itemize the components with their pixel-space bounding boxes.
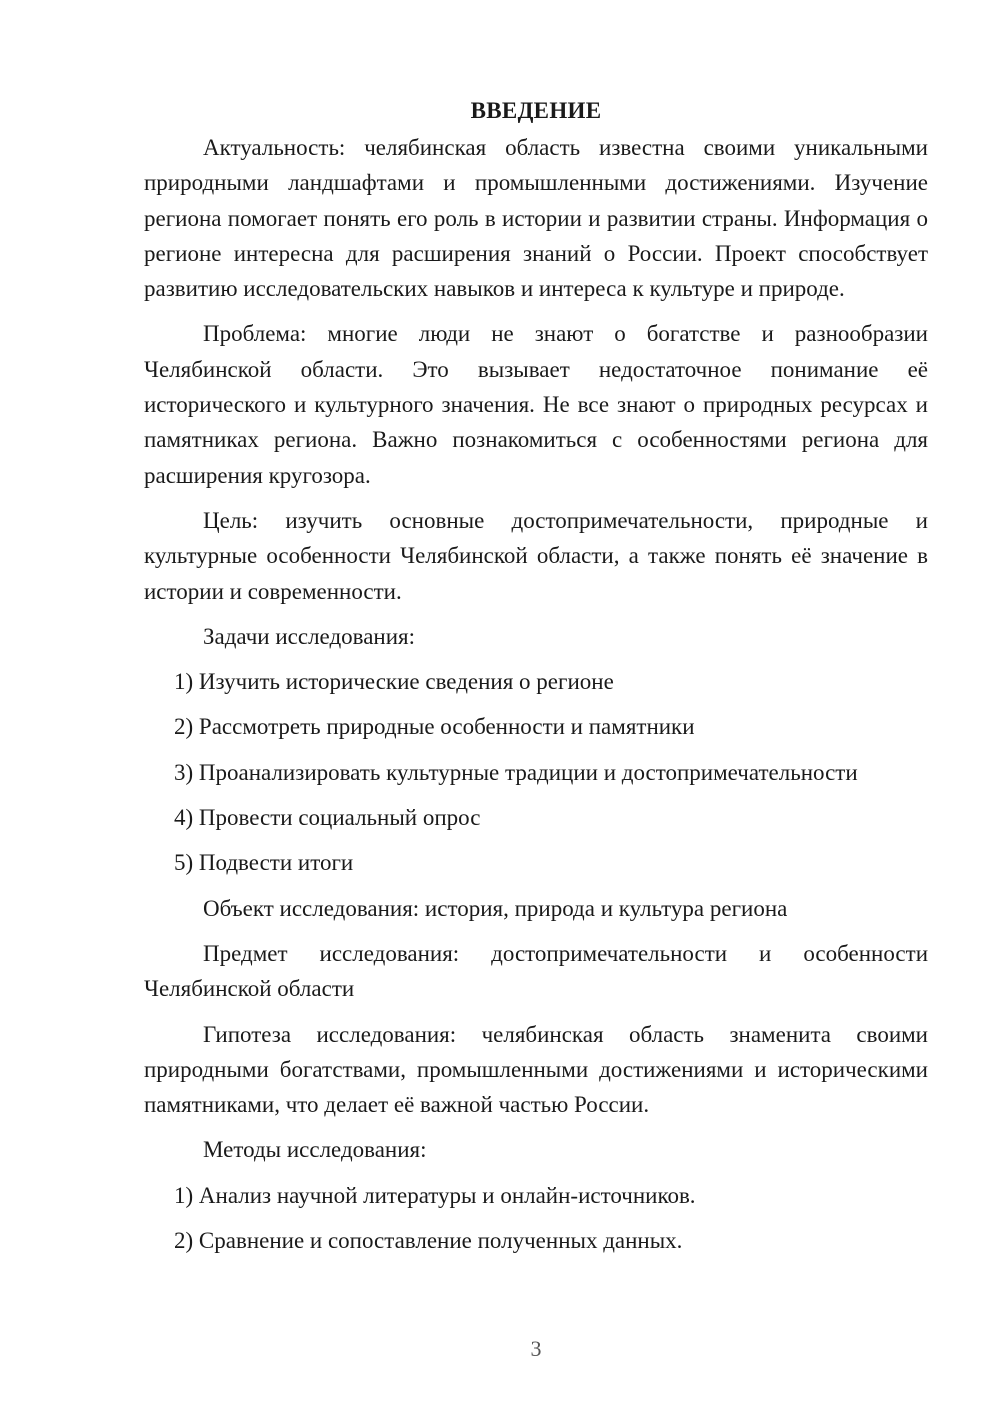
section-heading: ВВЕДЕНИЕ [470, 98, 602, 123]
hypothesis-paragraph: Гипотеза исследования: челябинская область знаменита своими природными богатствами, промышленными достижениями и историческими памятниками, что делает её важной частью России. [144, 1021, 928, 1118]
task-item: 3) Проанализировать культурные традиции и достопримечательности [174, 759, 858, 785]
goal-paragraph: Цель: изучить основные достопримечательности, природные и культурные особенности Челябинской области, а также понять её значение в истории и современности. [144, 507, 928, 604]
object-paragraph: Объект исследования: история, природа и культура региона [203, 895, 788, 921]
page-content [144, 93, 928, 1268]
task-item: 2) Рассмотреть природные особенности и памятники [174, 714, 695, 740]
tasks-label: Задачи исследования: [203, 623, 416, 649]
task-item: 4) Провести социальный опрос [174, 805, 481, 831]
task-item: 5) Подвести итоги [174, 850, 354, 876]
problem-paragraph: Проблема: многие люди не знают о богатстве и разнообразии Челябинской области. Это вызывает недостаточное понимание её исторического и культурного значения. Не все знают о природных ресурсах и памятниках региона. Важно познакомиться с особенностями региона для расширения кругозора. [144, 321, 928, 488]
methods-list [144, 1178, 928, 1259]
subject-paragraph: Предмет исследования: достопримечательности и особенности Челябинской области [144, 940, 928, 1002]
task-item: 1) Изучить исторические сведения о регионе [174, 669, 614, 695]
method-item: 1) Анализ научной литературы и онлайн-источников. [174, 1182, 696, 1208]
methods-label: Методы исследования: [203, 1137, 427, 1163]
page-number: 3 [530, 1336, 542, 1361]
tasks-list [144, 664, 928, 880]
method-item: 2) Сравнение и сопоставление полученных данных. [174, 1228, 683, 1254]
relevance-paragraph: Актуальность: челябинская область известна своими уникальными природными ландшафтами и промышленными достижениями. Изучение региона помогает понять его роль в истории и развитии страны. Информация о регионе интересна для расширения знаний о России. Проект способствует развитию исследовательских навыков и интереса к культуре и природе. [144, 135, 928, 302]
